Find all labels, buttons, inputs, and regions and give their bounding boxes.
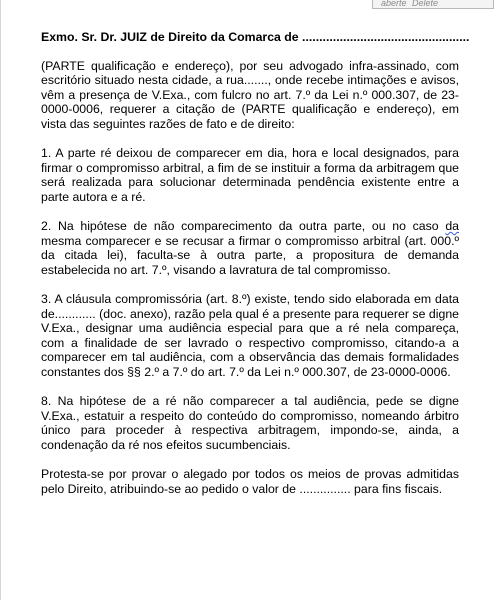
paragraph-closing: Protesta-se por provar o alegado por todos os meios de provas admitidas pelo Direito, atribuindo-se ao pedido o valor de ............... para fins fiscais.	[41, 467, 459, 496]
paragraph-2-part-a: 2. Na hipótese de não comparecimento da outra parte, ou no caso	[41, 219, 446, 234]
paragraph-2-part-b: mesma comparecer e se recusar a firmar o compromisso arbitral (art. 000.º da citada lei), faculta-se à outra parte, a propositura de demanda estabelecida no art. 7.º, visando a lavratura de tal compromisso.	[41, 233, 459, 277]
paragraph-1: 1. A parte ré deixou de comparecer em dia, hora e local designados, para firmar o compromisso arbitral, a fim de se instituir a forma da arbitragem que será realizada para solucionar determinada pendência existente entre a parte autora e a ré.	[41, 146, 459, 204]
toolbar-item-delete[interactable]: Delete	[412, 0, 439, 8]
paragraph-2	[41, 219, 459, 277]
spellcheck-flagged-word[interactable]: da	[445, 219, 459, 234]
revision-toolbar[interactable]	[372, 0, 494, 9]
document-body[interactable]	[41, 30, 470, 496]
paragraph-3: 3. A cláusula compromissória (art. 8.º) existe, tendo sido elaborada em data de............ (doc. anexo), razão pela qual é a presente para requerer se digne V.Exa., designar uma audiência especial para que a ré nela compareça, com a finalidade de ser lavrado o respectivo compromisso, citando-a a comparecer em tal audiência, com a observância das demais formalidades constantes dos §§ 2.º a 7.º do art. 7.º da Lei n.º 000.307, de 23-0000-0006.	[41, 292, 459, 380]
paragraph-8: 8. Na hipótese de a ré não comparecer a tal audiência, pede se digne V.Exa., estatuir a respeito do conteúdo do compromisso, nomeando árbitro único para proceder à respectiva arbitragem, impondo-se, ainda, a condenação da ré nos efeitos sucumbenciais.	[41, 394, 459, 453]
document-heading: Exmo. Sr. Dr. JUIZ de Direito da Comarca de .................................................	[41, 30, 470, 44]
toolbar-item-aberte[interactable]: aberte	[381, 0, 407, 8]
paragraph-intro: (PARTE qualificação e endereço), por seu advogado infra-assinado, com escritório situado nesta cidade, a rua......., onde recebe intimações e avisos, vêm a presença de V.Exa., com fulcro no art. 7.º da Lei n.º 000.307, de 23-0000-0006, requerer a citação de (PARTE qualificação e endereço), em vista das seguintes razões de fato e de direito:	[41, 58, 459, 131]
